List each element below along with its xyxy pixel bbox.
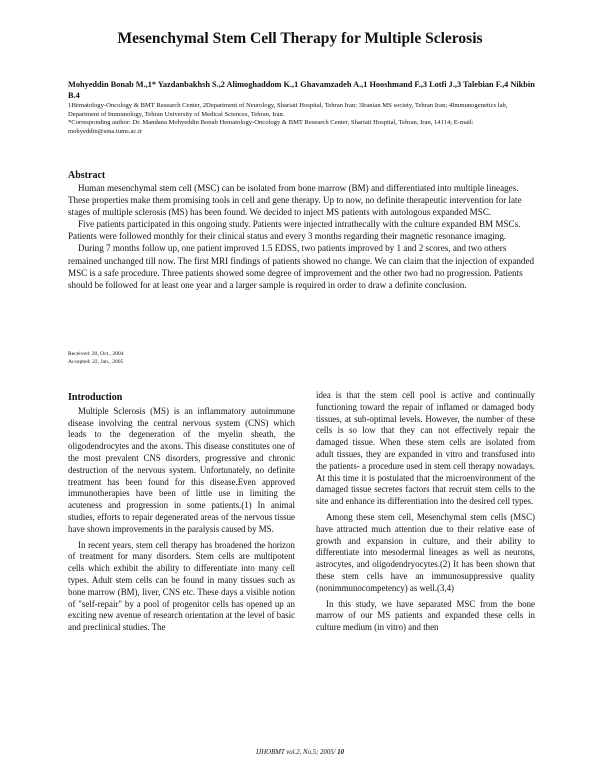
abstract-paragraph: Five patients participated in this ongoing study. Patients were injected intrathecally with the culture expanded BM MSCs. Patients were followed monthly for their clinical status and every 3 months regarding their magnetic resonance imaging.: [68, 219, 521, 242]
body-paragraph: Among these stem cell, Mesenchymal stem cells (MSC) have attracted much attention due to their relative ease of growth and expansion in culture, and their ability to differentiate into mesodermal lineages as well as neurons, astrocytes, and oligodendryocytes.(2) It has been shown that these stem cells have an immunosuppressive quality (nonimmunocompetency) as well.(3,4): [316, 511, 535, 593]
paper-title: Mesenchymal Stem Cell Therapy for Multiple Sclerosis: [117, 30, 483, 47]
body-paragraph: idea is that the stem cell pool is active and continually functioning toward the repair of inflamed or damaged body tissues, at sub-optimal levels. However, the number of these cells is so low that they can not effectively repair the damaged tissue. When these stem cells are isolated from adult tissues, they are expanded in vitro and transfused into the patients- a procedure used in stem cell therapy nowadays. At this time it is postulated that the microenvironment of the damaged tissue secretes factors that recruit stem cells to the site and enhance its differentiation into the desired cell types.: [316, 390, 535, 507]
dates: [68, 351, 124, 366]
abstract-heading: Abstract: [68, 170, 106, 181]
body-paragraph: Multiple Sclerosis (MS) is an inflammatory autoimmune disease involving the central nervous system (CNS) which leads to the degeneration of the myelin sheath, the oligodendrocytes and the axons. This disease constitutes one of the most prevalent CNS disorders, progressive and chronic destruction of the nervous system. Unfortunately, no definite treatment has been found for this disease.Even approved immunotherapies have been of little use in limiting the acuteness and progression in some patients.(1) In animal studies, efforts to repair degenerated areas of the nervous tissue have shown improvements in the paralysis caused by MS.: [68, 405, 295, 534]
body-paragraph: In this study, we have separated MSC from the bone marrow of our MS patients and expanded these cells in culture medium (in vitro) and then: [316, 598, 535, 633]
page-footer: [0, 749, 600, 756]
author-list: Mohyeddin Bonab M.,1* Yazdanbakhsh S.,2 Alimoghaddom K.,1 Ghavamzadeh A.,1 Hooshmand F.,3 Lotfi J.,3 Talebian F.,4 Nikbin B.4: [68, 80, 535, 100]
body-paragraph: In recent years, stem cell therapy has broadened the horizon of treatment for many disorders. Stem cells are multipotent cells which exhibit the ability to differentiate into many cell types. Adult stem cells can be found in many tissues such as bone marrow (BM), liver, CNS etc. These days a visible notion of "self-repair" by a pool of progenitor cells has opened up an exciting new avenue of research orientation at the level of basic and preclinical studies. The: [68, 539, 295, 633]
accepted-date: Accepted: 22, Jan., 2005: [68, 358, 124, 365]
journal-citation: IJHOBMT vol.2, No.5; 2005/: [255, 749, 336, 756]
right-column: [316, 390, 535, 638]
left-column: [68, 392, 295, 638]
abstract-paragraph: During 7 months follow up, one patient improved 1.5 EDSS, two patients improved by 1 and 2 scores, and two others remained unchanged till now. The first MRI findings of patients showed no change. We can claim that the injection of expanded MSC is a safe procedure. Three patients showed some degree of improvement and the other two had no progression. Patients should be followed for at least one year and a larger sample is required in order to draw a definite conclusion.: [68, 243, 535, 290]
page-number: 10: [337, 749, 345, 756]
received-date: Received: 20, Oct., 2004: [68, 351, 124, 357]
abstract-body: [68, 182, 536, 291]
affiliation-line: 1Hematology-Oncology & BMT Research Center, 2Department of Neurology, Shariati Hospital, Tehran Iran; 3Iranian MS society, Tehran Iran; 4Immunogenetics lab, Department of Immunology, Tehran University of Medical Sciences, Tehran, Iran.: [68, 102, 508, 118]
affiliations: [68, 102, 538, 136]
corresponding-author: *Corresponding author: Dr. Mandana Mohyeddin Bonab Hematology-Oncology & BMT Research Center, Shariati Hospital, Tehran, Iran, 14114; E-mail: mohyeddin@sina.tums.ac.ir: [68, 119, 474, 135]
abstract-paragraph: Human mesenchymal stem cell (MSC) can be isolated from bone marrow (BM) and differentiated into multiple lineages. These properties make them promising tools in cell and gene therapy. Up to now, no definite therapeutic intervention for late stages of multiple sclerosis (MS) has been found. We decided to inject MS patients with autologous expanded MSC.: [68, 183, 522, 218]
introduction-heading: Introduction: [68, 392, 123, 403]
